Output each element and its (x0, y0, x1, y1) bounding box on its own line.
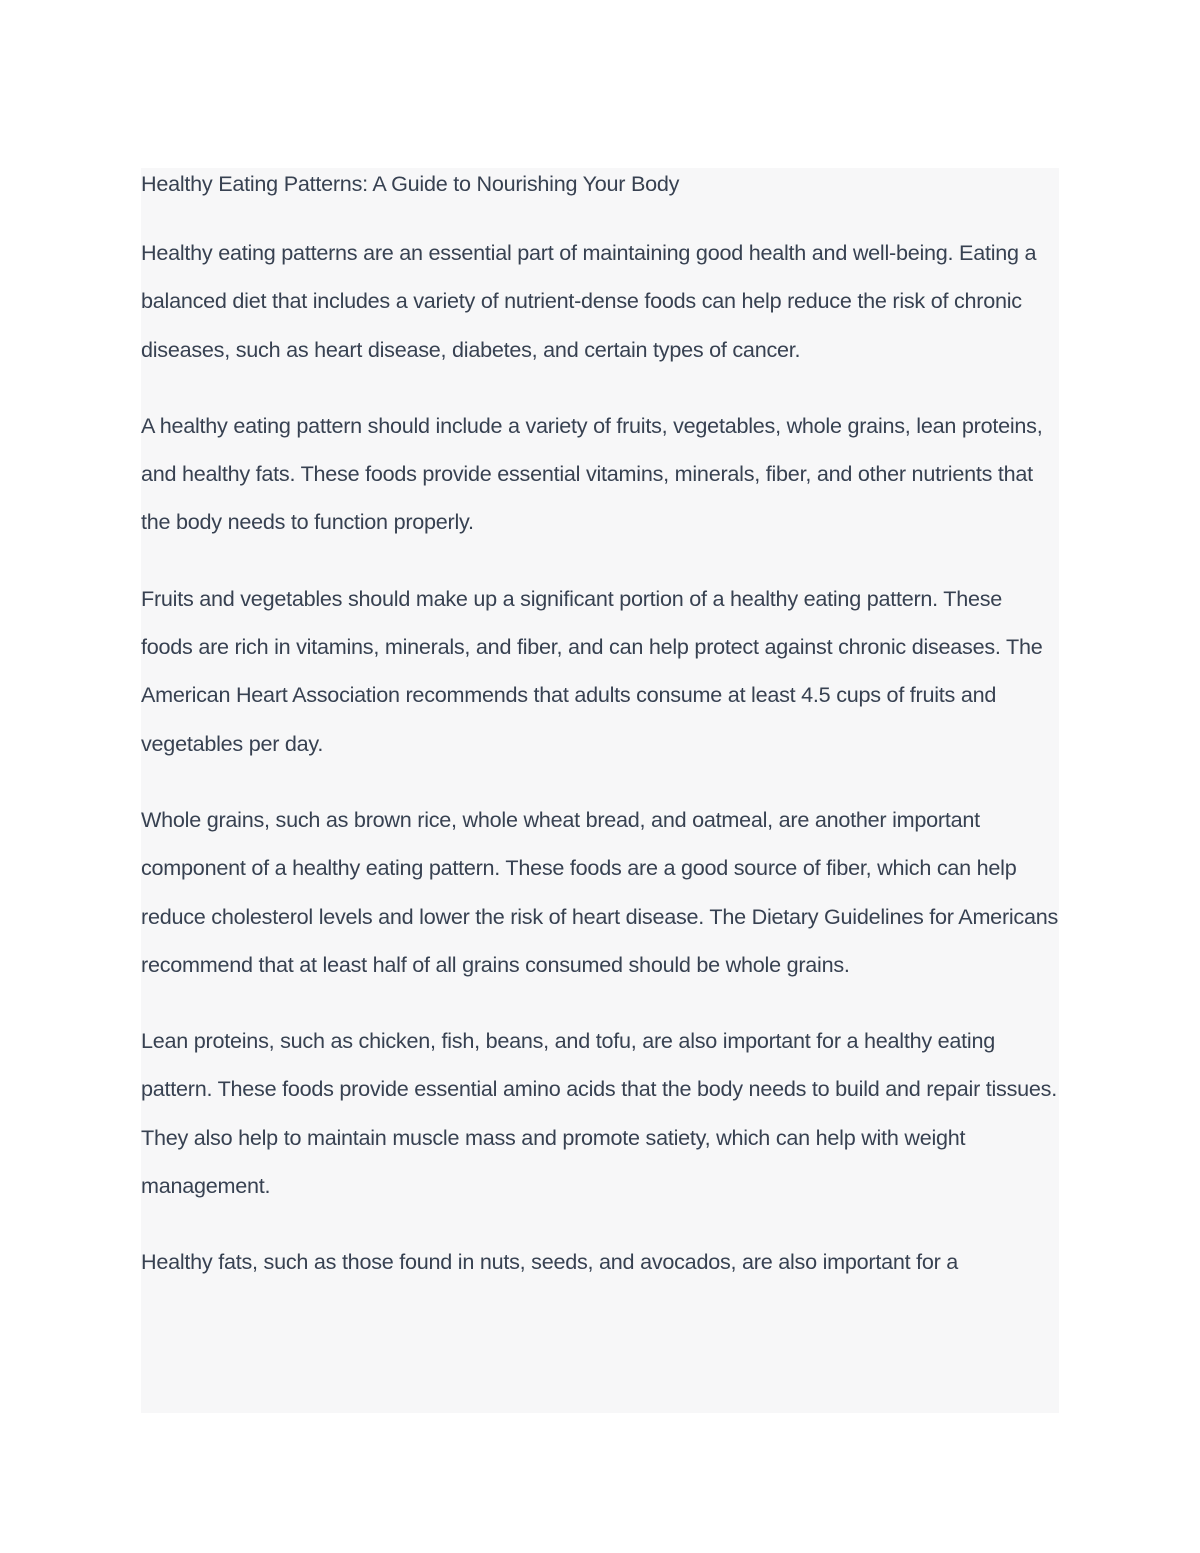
document-body (141, 168, 1059, 1413)
spacer (141, 200, 1059, 229)
spacer (141, 1210, 1059, 1238)
spacer (141, 989, 1059, 1017)
spacer (141, 768, 1059, 796)
spacer (141, 547, 1059, 575)
spacer (141, 374, 1059, 402)
paragraph-healthy-fats: Healthy fats, such as those found in nuts, seeds, and avocados, are also important for a (141, 1249, 959, 1275)
paragraph-intro: Healthy eating patterns are an essential part of maintaining good health and well-being. Eating a balanced diet that includes a variety of nutrient-dense foods can help reduce the risk of chronic diseases, such as heart disease, diabetes, and certain types of cancer. (141, 240, 1037, 362)
paragraph-lean-proteins: Lean proteins, such as chicken, fish, beans, and tofu, are also important for a healthy eating pattern. These foods provide essential amino acids that the body needs to build and repair tissues. They also help to maintain muscle mass and promote satiety, which can help with weight management. (141, 1028, 1057, 1199)
document-title: Healthy Eating Patterns: A Guide to Nourishing Your Body (141, 171, 680, 196)
paragraph-food-groups: A healthy eating pattern should include a variety of fruits, vegetables, whole grains, lean proteins, and healthy fats. These foods provide essential vitamins, minerals, fiber, and other nutrients that the body needs to function properly. (141, 412, 1043, 535)
paragraph-whole-grains: Whole grains, such as brown rice, whole wheat bread, and oatmeal, are another important component of a healthy eating pattern. These foods are a good source of fiber, which can help reduce cholesterol levels and lower the risk of heart disease. The Dietary Guidelines for Americans recommend that at least half of all grains consumed should be whole grains. (141, 806, 1059, 977)
paragraph-fruits-vegetables: Fruits and vegetables should make up a significant portion of a healthy eating pattern. These foods are rich in vitamins, minerals, and fiber, and can help protect against chronic diseases. The American Heart Association recommends that adults consume at least 4.5 cups of fruits and vegetables per day. (141, 585, 1043, 756)
